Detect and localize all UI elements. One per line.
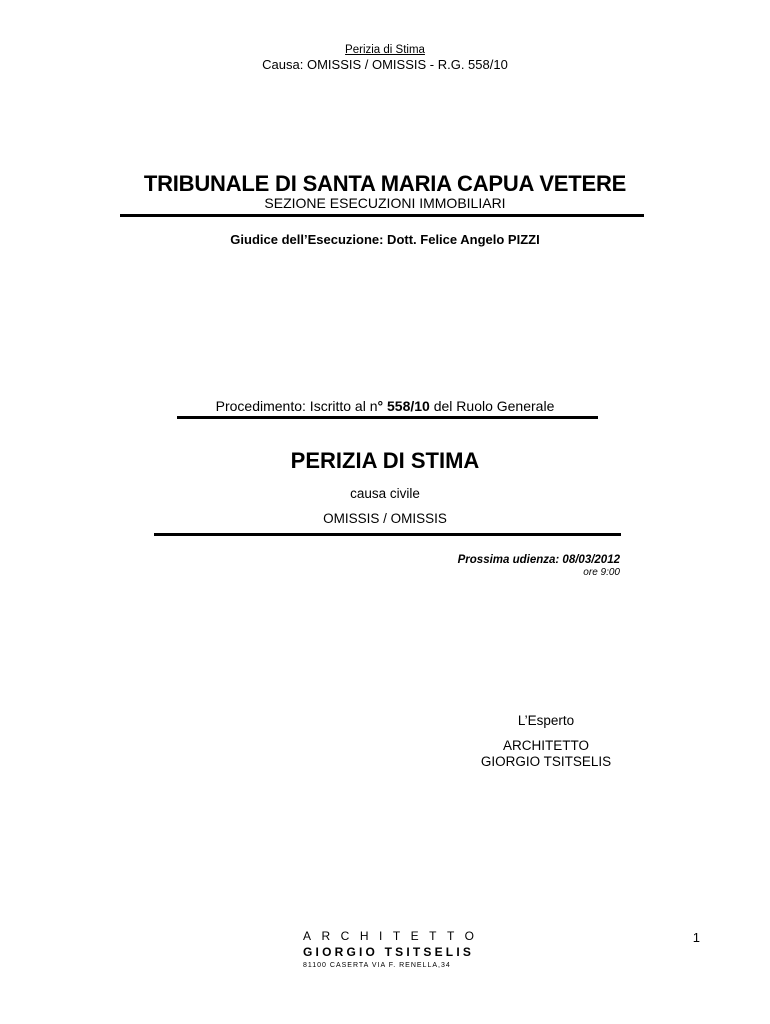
document-parties: OMISSIS / OMISSIS xyxy=(323,511,447,526)
court-section: SEZIONE ESECUZIONI IMMOBILIARI xyxy=(264,195,506,211)
procedure-prefix: Procedimento: Iscritto al n xyxy=(215,398,378,414)
divider-procedure xyxy=(177,416,598,419)
running-header-title: Perizia di Stima xyxy=(345,44,425,56)
divider-court xyxy=(120,214,644,217)
footer-name: GIORGIO TSITSELIS xyxy=(303,945,475,959)
running-header-causa: Causa: OMISSIS / OMISSIS - R.G. 558/10 xyxy=(262,57,508,72)
expert-name: GIORGIO TSITSELIS xyxy=(480,754,612,769)
footer-address: 81100 CASERTA VIA F. RENELLA,34 xyxy=(303,962,451,969)
document-type: causa civile xyxy=(350,486,420,501)
procedure-number: 558/10 xyxy=(387,398,430,414)
divider-document xyxy=(154,533,621,536)
procedure-suffix: del Ruolo Generale xyxy=(433,398,555,414)
court-name: TRIBUNALE DI SANTA MARIA CAPUA VETERE xyxy=(143,171,627,196)
page-number: 1 xyxy=(692,930,700,945)
footer-role: ARCHITETTO xyxy=(303,929,485,943)
expert-label: L’Esperto xyxy=(517,713,575,728)
document-title: PERIZIA DI STIMA xyxy=(290,448,480,473)
procedure-degree: ° xyxy=(377,398,384,414)
procedure-line xyxy=(0,398,770,415)
next-hearing-date: Prossima udienza: 08/03/2012 xyxy=(457,554,620,566)
next-hearing-time: ore 9:00 xyxy=(583,567,620,578)
judge-line: Giudice dell’Esecuzione: Dott. Felice Angelo PIZZI xyxy=(230,232,540,247)
expert-role: ARCHITETTO xyxy=(502,738,589,753)
